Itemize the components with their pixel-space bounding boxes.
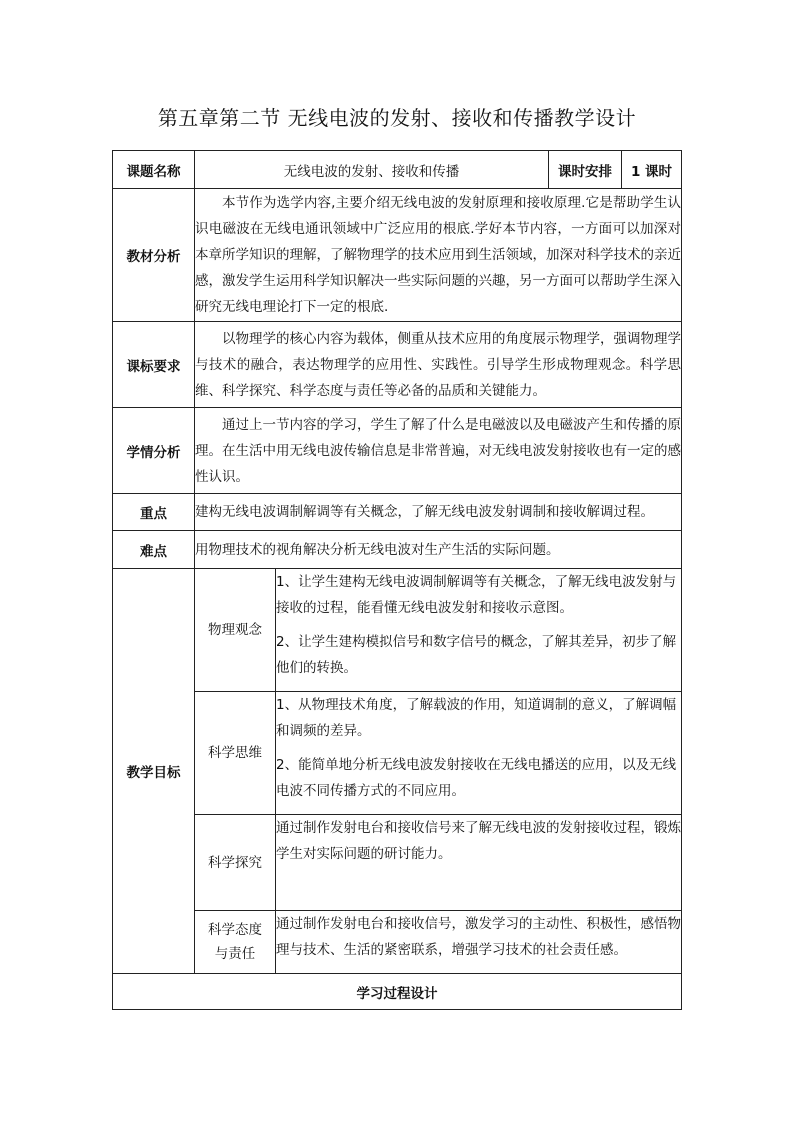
standard-text: 以物理学的核心内容为载体，侧重从技术应用的角度展示物理学，强调物理学与技术的融合，表达物理学的应用性、实践性。引导学生形成物理观念。科学思维、科学探究、科学态度与责任等必备的品质和关键能力。	[195, 322, 682, 408]
process-design-heading: 学习过程设计	[113, 974, 682, 1010]
objectives-label: 教学目标	[113, 569, 195, 974]
course-label: 课题名称	[113, 151, 195, 189]
thinking-label: 科学思维	[195, 692, 276, 815]
key-point-row	[113, 494, 682, 531]
standard-row	[113, 322, 682, 408]
footer-row	[113, 974, 682, 1010]
attitude-content	[276, 911, 682, 974]
students-text: 通过上一节内容的学习，学生了解了什么是电磁波以及电磁波产生和传播的原理。在生活中用无线电波传输信息是非常普遍，对无线电波发射接收也有一定的感性认识。	[195, 408, 682, 494]
attitude-item-1: 通过制作发射电台和接收信号，激发学习的主动性、积极性，感悟物理与技术、生活的紧密联系，增强学习技术的社会责任感。	[276, 916, 681, 958]
difficulty-text: 用物理技术的视角解决分析无线电波对生产生活的实际问题。	[195, 531, 682, 569]
objective-row-attitude	[113, 911, 682, 974]
schedule-value: 1 课时	[622, 151, 682, 189]
key-point-text: 建构无线电波调制解调等有关概念，了解无线电波发射调制和接收解调过程。	[195, 494, 682, 531]
schedule-label: 课时安排	[549, 151, 622, 189]
thinking-item-2: 2、能简单地分析无线电波发射接收在无线电播送的应用，以及无线电波不同传播方式的不同应用。	[276, 757, 677, 799]
page-title: 第五章第二节 无线电波的发射、接收和传播教学设计	[157, 106, 637, 130]
inquiry-label: 科学探究	[195, 815, 276, 911]
attitude-label-line2: 与责任	[214, 946, 256, 962]
students-label: 学情分析	[113, 408, 195, 494]
objective-row-thinking	[113, 692, 682, 815]
material-label: 教材分析	[113, 189, 195, 322]
key-point-label: 重点	[113, 494, 195, 531]
concept-content	[276, 569, 682, 692]
objective-row-inquiry	[113, 815, 682, 911]
material-text: 本节作为选学内容,主要介绍无线电波的发射原理和接收原理.它是帮助学生认识电磁波在无线电通讯领域中广泛应用的根底.学好本节内容，一方面可以加深对本章所学知识的理解，了解物理学的技术应用到生活领域，加深对科学技术的亲近感，激发学生运用科学知识解决一些实际问题的兴趣，另一方面可以帮助学生深入研究无线电理论打下一定的根底.	[195, 189, 682, 322]
inquiry-content	[276, 815, 682, 911]
students-row	[113, 408, 682, 494]
inquiry-item-1: 通过制作发射电台和接收信号来了解无线电波的发射接收过程，锻炼学生对实际问题的研讨能力。	[276, 820, 681, 862]
concept-label: 物理观念	[195, 569, 276, 692]
objective-row-concept	[113, 569, 682, 692]
lesson-plan-table	[112, 150, 682, 1010]
concept-item-2: 2、让学生建构模拟信号和数字信号的概念，了解其差异，初步了解他们的转换。	[276, 634, 677, 676]
course-value: 无线电波的发射、接收和传播	[195, 151, 549, 189]
header-row	[113, 151, 682, 189]
difficulty-row	[113, 531, 682, 569]
standard-label: 课标要求	[113, 322, 195, 408]
difficulty-label: 难点	[113, 531, 195, 569]
material-row	[113, 189, 682, 322]
attitude-label-line1: 科学态度	[208, 922, 262, 938]
attitude-label	[195, 911, 276, 974]
thinking-item-1: 1、从物理技术角度，了解载波的作用，知道调制的意义，了解调幅和调频的差异。	[276, 697, 677, 739]
concept-item-1: 1、让学生建构无线电波调制解调等有关概念，了解无线电波发射与接收的过程，能看懂无线电波发射和接收示意图。	[276, 574, 677, 616]
thinking-content	[276, 692, 682, 815]
